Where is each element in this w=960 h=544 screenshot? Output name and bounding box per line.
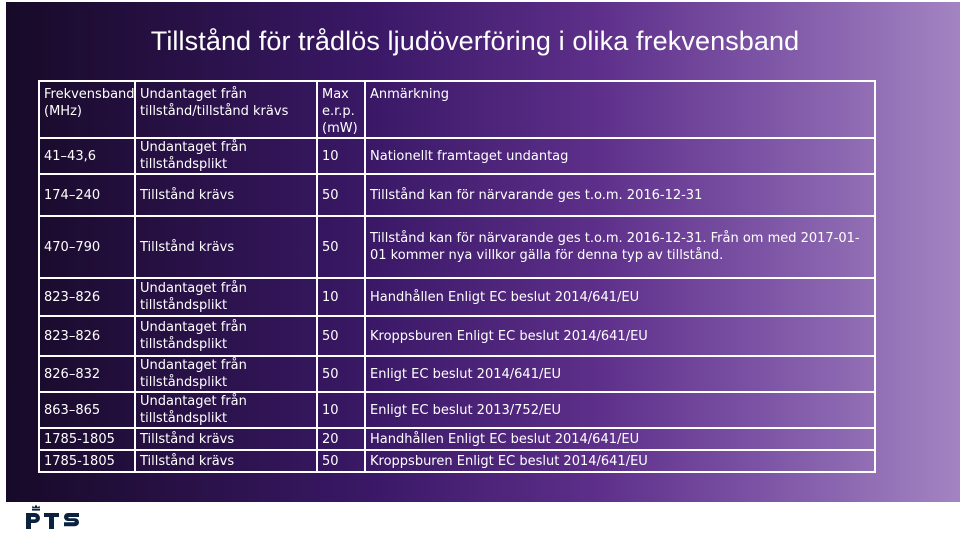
cell-remark: Nationellt framtaget undantag (365, 138, 875, 174)
cell-status: Undantaget från tillståndsplikt (135, 138, 317, 174)
table-row (39, 216, 875, 278)
cell-max-erp: 50 (317, 356, 365, 392)
cell-max-erp: 20 (317, 428, 365, 450)
cell-max-erp: 50 (317, 316, 365, 356)
table-row (39, 138, 875, 174)
table-row (39, 278, 875, 316)
cell-frequency: 823–826 (39, 316, 135, 356)
cell-status: Undantaget från tillståndsplikt (135, 278, 317, 316)
cell-remark: Enligt EC beslut 2014/641/EU (365, 356, 875, 392)
header-remarks: Anmärkning (365, 81, 875, 138)
frequency-table (38, 80, 876, 473)
cell-remark: Tillstånd kan för närvarande ges t.o.m. 2016-12-31 (365, 174, 875, 216)
cell-remark: Handhållen Enligt EC beslut 2014/641/EU (365, 428, 875, 450)
cell-remark: Tillstånd kan för närvarande ges t.o.m. 2016-12-31. Från om med 2017-01-01 kommer nya villkor gälla för denna typ av tillstånd. (365, 216, 875, 278)
table-row (39, 392, 875, 428)
cell-frequency: 174–240 (39, 174, 135, 216)
pts-logo (24, 503, 84, 539)
header-exemption-status: Undantaget från tillstånd/tillstånd krävs (135, 81, 317, 138)
cell-max-erp: 50 (317, 450, 365, 472)
cell-frequency: 470–790 (39, 216, 135, 278)
crown-icon (32, 505, 40, 511)
cell-remark: Handhållen Enligt EC beslut 2014/641/EU (365, 278, 875, 316)
cell-status: Tillstånd krävs (135, 428, 317, 450)
cell-remark: Kroppsburen Enligt EC beslut 2014/641/EU (365, 316, 875, 356)
table-header-row (39, 81, 875, 138)
cell-frequency: 1785-1805 (39, 450, 135, 472)
cell-max-erp: 10 (317, 138, 365, 174)
cell-frequency: 863–865 (39, 392, 135, 428)
cell-max-erp: 10 (317, 392, 365, 428)
slide-background (6, 2, 960, 502)
pts-logo-graphic (24, 503, 84, 539)
cell-max-erp: 50 (317, 174, 365, 216)
table-row (39, 428, 875, 450)
cell-status: Undantaget från tillståndsplikt (135, 316, 317, 356)
slide-title: Tillstånd för trådlös ljudöverföring i olika frekvensband (150, 26, 800, 56)
cell-status: Tillstånd krävs (135, 450, 317, 472)
cell-frequency: 1785-1805 (39, 428, 135, 450)
header-frequency-band: Frekvensband (MHz) (39, 81, 135, 138)
cell-max-erp: 10 (317, 278, 365, 316)
table-row (39, 450, 875, 472)
cell-frequency: 826–832 (39, 356, 135, 392)
cell-remark: Enligt EC beslut 2013/752/EU (365, 392, 875, 428)
table-row (39, 356, 875, 392)
cell-max-erp: 50 (317, 216, 365, 278)
cell-frequency: 41–43,6 (39, 138, 135, 174)
cell-status: Tillstånd krävs (135, 174, 317, 216)
cell-remark: Kroppsburen Enligt EC beslut 2014/641/EU (365, 450, 875, 472)
header-max-erp: Max e.r.p. (mW) (317, 81, 365, 138)
cell-frequency: 823–826 (39, 278, 135, 316)
table-row (39, 174, 875, 216)
pts-wordmark (26, 513, 79, 529)
table-row (39, 316, 875, 356)
cell-status: Undantaget från tillståndsplikt (135, 356, 317, 392)
cell-status: Tillstånd krävs (135, 216, 317, 278)
cell-status: Undantaget från tillståndsplikt (135, 392, 317, 428)
